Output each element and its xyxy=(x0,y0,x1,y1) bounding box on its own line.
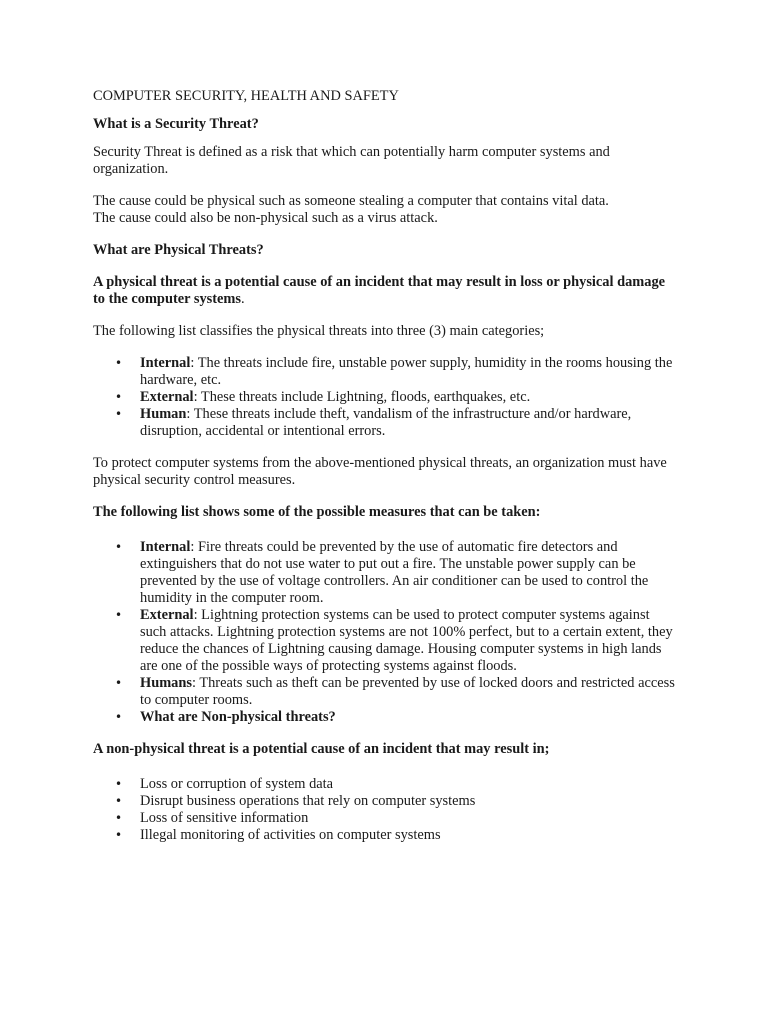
list-item xyxy=(93,355,675,389)
bullet-icon: • xyxy=(115,676,123,690)
bullet-icon: • xyxy=(115,794,123,808)
threat-cause-paragraph xyxy=(93,193,675,227)
bullet-icon: • xyxy=(115,777,123,791)
list-item xyxy=(93,776,675,793)
category-term: Internal xyxy=(140,355,191,371)
protection-paragraph: To protect computer systems from the above-mentioned physical threats, an organization must have physical security control measures. xyxy=(93,455,667,488)
bullet-icon: • xyxy=(115,540,123,554)
category-term: External xyxy=(140,389,194,405)
measure-text: : Lightning protection systems can be used to protect computer systems against such attacks. Lightning protection systems are not 100% perfect, but to a certain extent, they reduce the chances of Lightning causing damage. Housing computer systems in high lands are one of the possible ways of protecting systems against floods. xyxy=(140,607,673,674)
measure-text: : Fire threats could be prevented by the use of automatic fire detectors and extinguishers that do not use water to put out a fire. The unstable power supply can be prevented by the use of voltage controllers. An air conditioner can be used to control the humidity in the computer room. xyxy=(140,539,649,606)
nonphysical-result: Illegal monitoring of activities on computer systems xyxy=(140,827,441,843)
list-item xyxy=(93,810,675,827)
category-text: : These threats include theft, vandalism of the infrastructure and/or hardware, disruption, accidental or intentional errors. xyxy=(140,406,632,439)
threat-cause-line-2: The cause could also be non-physical such as a virus attack. xyxy=(93,210,438,226)
list-item xyxy=(93,389,675,406)
measures-heading: The following list shows some of the possible measures that can be taken: xyxy=(93,504,541,520)
question-security-threat: What is a Security Threat? xyxy=(93,116,259,132)
nonphysical-result: Loss or corruption of system data xyxy=(140,776,334,792)
physical-threat-definition-bold: A physical threat is a potential cause of an incident that may result in loss or physical damage to the computer systems xyxy=(93,274,666,307)
list-item xyxy=(93,675,675,709)
bullet-icon: • xyxy=(115,390,123,404)
categories-intro: The following list classifies the physical threats into three (3) main categories; xyxy=(93,323,545,339)
list-item xyxy=(93,539,675,607)
nonphysical-result: Disrupt business operations that rely on computer systems xyxy=(140,793,476,809)
bullet-icon: • xyxy=(115,356,123,370)
measure-term: Internal xyxy=(140,539,191,555)
list-item xyxy=(93,607,675,675)
measure-text: : Threats such as theft can be prevented by use of locked doors and restricted access to computer rooms. xyxy=(140,675,675,708)
category-text: : These threats include Lightning, floods, earthquakes, etc. xyxy=(193,389,531,405)
measure-term: External xyxy=(140,607,194,623)
list-item xyxy=(93,827,675,844)
security-threat-definition: Security Threat is defined as a risk that which can potentially harm computer systems and organization. xyxy=(93,144,610,177)
nonphysical-question: What are Non-physical threats? xyxy=(140,709,336,725)
physical-threat-definition-end: . xyxy=(241,291,245,307)
bullet-icon: • xyxy=(115,811,123,825)
bullet-icon: • xyxy=(115,710,123,724)
document-title: COMPUTER SECURITY, HEALTH AND SAFETY xyxy=(93,88,399,104)
physical-threat-definition xyxy=(93,274,675,308)
list-item xyxy=(93,709,675,726)
nonphysical-results-list xyxy=(93,776,675,844)
category-term: Human xyxy=(140,406,187,422)
category-text: : The threats include fire, unstable power supply, humidity in the rooms housing the hardware, etc. xyxy=(140,355,673,388)
nonphysical-definition: A non-physical threat is a potential cause of an incident that may result in; xyxy=(93,741,550,757)
bullet-icon: • xyxy=(115,828,123,842)
physical-threat-categories-list xyxy=(93,355,675,440)
bullet-icon: • xyxy=(115,608,123,622)
list-item xyxy=(93,793,675,810)
measure-term: Humans xyxy=(140,675,192,691)
nonphysical-result: Loss of sensitive information xyxy=(140,810,309,826)
threat-cause-line-1: The cause could be physical such as someone stealing a computer that contains vital data. xyxy=(93,193,609,209)
question-physical-threats: What are Physical Threats? xyxy=(93,242,264,258)
measures-list xyxy=(93,539,675,726)
bullet-icon: • xyxy=(115,407,123,421)
list-item xyxy=(93,406,675,440)
document-body xyxy=(93,88,675,844)
